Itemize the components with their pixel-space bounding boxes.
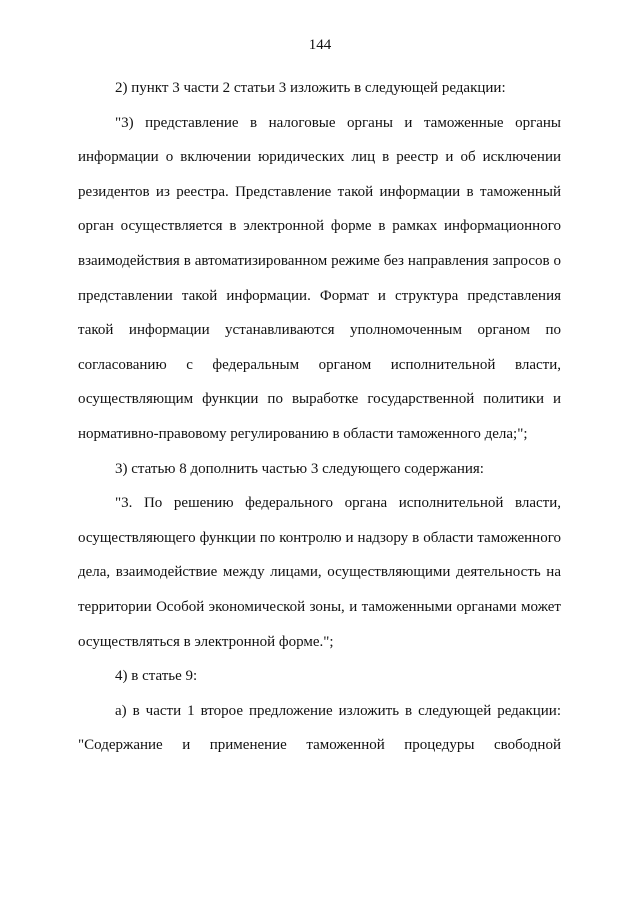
document-body: [78, 71, 561, 763]
paragraph-quote-item-3: "3) представление в налоговые органы и таможенные органы информации о включении юридических лиц в реестр и об исключении резидентов из реестра. Представление такой информации в таможенный орган осуществляется в электронной форме в рамках информационного взаимодействия в автоматизированном режиме без направления запросов о представлении такой информации. Формат и структура представления такой информации устанавливаются уполномоченным органом по согласованию с федеральным органом исполнительной власти, осуществляющим функции по выработке государственной политики и нормативно-правовому регулированию в области таможенного дела;";: [78, 114, 561, 442]
paragraph-subitem-a: а) в части 1 второе предложение изложить в следующей редакции: "Содержание и применение таможенной процедуры свободной: [78, 702, 561, 754]
paragraph-item-2: 2) пункт 3 части 2 статьи 3 изложить в следующей редакции:: [115, 80, 506, 96]
paragraph-quote-part-3: "3. По решению федерального органа исполнительной власти, осуществляющего функции по контролю и надзору в области таможенного дела, взаимодействие между лицами, осуществляющими деятельность на территории Особой экономической зоны, и таможенными органами может осуществляться в электронной форме.";: [78, 495, 561, 650]
paragraph-item-3: 3) статью 8 дополнить частью 3 следующего содержания:: [115, 460, 484, 477]
page-number: 144: [308, 37, 332, 53]
paragraph-item-4: 4) в статье 9:: [115, 668, 198, 685]
